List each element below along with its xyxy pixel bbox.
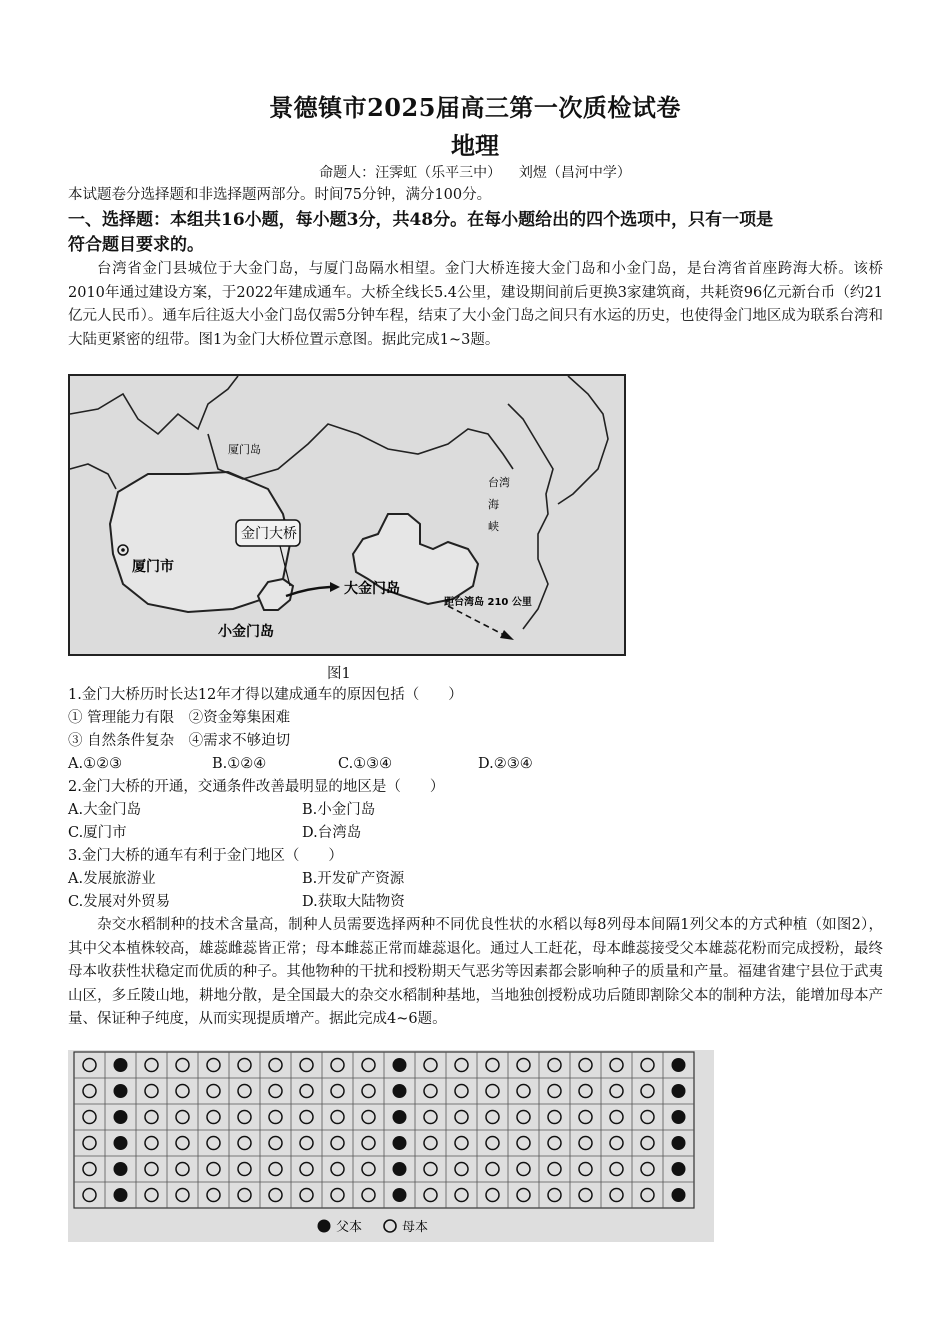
mother-plant-marker bbox=[238, 1111, 251, 1124]
mother-plant-marker bbox=[610, 1163, 623, 1176]
mother-plant-marker bbox=[331, 1085, 344, 1098]
mother-plant-marker bbox=[300, 1085, 313, 1098]
figure1-caption: 图1 bbox=[327, 666, 351, 682]
mother-plant-marker bbox=[548, 1111, 561, 1124]
mother-plant-marker bbox=[145, 1137, 158, 1150]
mother-plant-marker bbox=[207, 1189, 220, 1202]
q2-option-b: B.小金门岛 bbox=[302, 802, 376, 818]
label-xiamen-city: 厦门市 bbox=[132, 559, 174, 575]
mother-plant-marker bbox=[579, 1189, 592, 1202]
mother-plant-marker bbox=[486, 1085, 499, 1098]
mother-plant-marker bbox=[548, 1085, 561, 1098]
exam-intro: 本试题卷分选择题和非选择题两部分。时间75分钟，满分100分。 bbox=[68, 187, 492, 203]
kinmen-map-svg bbox=[68, 374, 626, 656]
mother-plant-marker bbox=[424, 1163, 437, 1176]
father-plant-marker bbox=[393, 1110, 407, 1124]
mother-plant-marker bbox=[486, 1059, 499, 1072]
father-plant-marker bbox=[672, 1084, 686, 1098]
father-plant-marker bbox=[393, 1058, 407, 1072]
mother-plant-marker bbox=[176, 1111, 189, 1124]
father-plant-marker bbox=[672, 1058, 686, 1072]
mother-plant-marker bbox=[145, 1163, 158, 1176]
label-strait-3: 峡 bbox=[488, 520, 499, 533]
mother-plant-marker bbox=[207, 1059, 220, 1072]
exam-title: 景德镇市2025届高三第一次质检试卷 bbox=[269, 93, 681, 122]
mother-plant-marker bbox=[517, 1111, 530, 1124]
q2-stem: 2.金门大桥的开通，交通条件改善最明显的地区是（ ） bbox=[68, 779, 445, 795]
mother-plant-marker bbox=[207, 1137, 220, 1150]
mother-plant-marker bbox=[455, 1059, 468, 1072]
mother-plant-marker bbox=[331, 1111, 344, 1124]
q3-option-d: D.获取大陆物资 bbox=[302, 894, 405, 910]
q1-option-b: B.①②④ bbox=[212, 756, 267, 772]
subject-title: 地理 bbox=[451, 131, 499, 160]
mother-plant-marker bbox=[424, 1189, 437, 1202]
mother-plant-marker bbox=[610, 1059, 623, 1072]
mother-plant-marker bbox=[176, 1059, 189, 1072]
mother-plant-marker bbox=[362, 1137, 375, 1150]
q1-option-c: C.①③④ bbox=[338, 756, 393, 772]
mother-plant-marker bbox=[610, 1189, 623, 1202]
mother-plant-marker bbox=[83, 1137, 96, 1150]
father-plant-marker bbox=[672, 1136, 686, 1150]
father-plant-marker bbox=[672, 1162, 686, 1176]
mother-plant-marker bbox=[641, 1189, 654, 1202]
mother-plant-marker bbox=[517, 1189, 530, 1202]
mother-plant-marker bbox=[610, 1085, 623, 1098]
q3-option-c: C.发展对外贸易 bbox=[68, 894, 171, 910]
label-small-kinmen: 小金门岛 bbox=[218, 624, 274, 640]
father-plant-marker bbox=[393, 1084, 407, 1098]
mother-plant-marker bbox=[238, 1059, 251, 1072]
mother-plant-marker bbox=[145, 1085, 158, 1098]
q2-option-a: A.大金门岛 bbox=[68, 802, 142, 818]
mother-plant-marker bbox=[486, 1189, 499, 1202]
mother-plant-marker bbox=[548, 1137, 561, 1150]
mother-plant-marker bbox=[207, 1163, 220, 1176]
q1-stem: 1.金门大桥历时长达12年才得以建成通车的原因包括（ ） bbox=[68, 687, 463, 703]
mother-plant-marker bbox=[641, 1059, 654, 1072]
section-heading-line1: 一、选择题：本组共16小题，每小题3分，共48分。在每小题给出的四个选项中，只有一项是 bbox=[68, 210, 774, 230]
label-strait-1: 台湾 bbox=[488, 476, 510, 489]
mother-plant-marker bbox=[455, 1085, 468, 1098]
father-plant-marker bbox=[114, 1058, 128, 1072]
mother-plant-marker bbox=[83, 1163, 96, 1176]
mother-plant-marker bbox=[455, 1163, 468, 1176]
mother-plant-marker bbox=[424, 1111, 437, 1124]
mother-plant-marker bbox=[83, 1059, 96, 1072]
mother-plant-marker bbox=[579, 1137, 592, 1150]
mother-plant-marker bbox=[331, 1059, 344, 1072]
label-big-kinmen: 大金门岛 bbox=[344, 581, 400, 597]
mother-plant-marker bbox=[362, 1059, 375, 1072]
mother-plant-marker bbox=[207, 1111, 220, 1124]
figure1-map bbox=[68, 374, 626, 656]
q3-option-a: A.发展旅游业 bbox=[68, 871, 156, 887]
label-distance: 距台湾岛 210 公里 bbox=[444, 597, 532, 608]
father-plant-marker bbox=[393, 1188, 407, 1202]
mother-plant-marker bbox=[455, 1111, 468, 1124]
mother-plant-marker bbox=[176, 1163, 189, 1176]
legend-father-icon bbox=[318, 1220, 331, 1233]
mother-plant-marker bbox=[238, 1085, 251, 1098]
legend-mother-icon bbox=[384, 1220, 396, 1232]
mother-plant-marker bbox=[269, 1189, 282, 1202]
mother-plant-marker bbox=[176, 1137, 189, 1150]
mother-plant-marker bbox=[300, 1189, 313, 1202]
mother-plant-marker bbox=[145, 1059, 158, 1072]
mother-plant-marker bbox=[331, 1137, 344, 1150]
mother-plant-marker bbox=[517, 1085, 530, 1098]
mother-plant-marker bbox=[641, 1137, 654, 1150]
legend-mother-label: 母本 bbox=[402, 1220, 429, 1235]
father-plant-marker bbox=[393, 1136, 407, 1150]
mother-plant-marker bbox=[486, 1137, 499, 1150]
mother-plant-marker bbox=[362, 1085, 375, 1098]
mother-plant-marker bbox=[83, 1085, 96, 1098]
legend-father-label: 父本 bbox=[336, 1220, 363, 1235]
figure2-planting-grid bbox=[68, 1050, 714, 1242]
mother-plant-marker bbox=[486, 1163, 499, 1176]
mother-plant-marker bbox=[579, 1059, 592, 1072]
father-plant-marker bbox=[114, 1136, 128, 1150]
mother-plant-marker bbox=[269, 1163, 282, 1176]
q1-option-a: A.①②③ bbox=[68, 756, 123, 772]
father-plant-marker bbox=[114, 1188, 128, 1202]
authors-line: 命题人：汪霁虹（乐平三中） 刘煜（昌河中学） bbox=[319, 165, 631, 181]
mother-plant-marker bbox=[269, 1111, 282, 1124]
mother-plant-marker bbox=[145, 1189, 158, 1202]
mother-plant-marker bbox=[300, 1059, 313, 1072]
father-plant-marker bbox=[114, 1162, 128, 1176]
mother-plant-marker bbox=[300, 1163, 313, 1176]
q3-stem: 3.金门大桥的通车有利于金门地区（ ） bbox=[68, 848, 343, 864]
mother-plant-marker bbox=[362, 1163, 375, 1176]
mother-plant-marker bbox=[424, 1059, 437, 1072]
mother-plant-marker bbox=[238, 1189, 251, 1202]
father-plant-marker bbox=[672, 1110, 686, 1124]
mother-plant-marker bbox=[641, 1085, 654, 1098]
q1-items-line2: ③ 自然条件复杂 ④需求不够迫切 bbox=[68, 733, 291, 749]
mother-plant-marker bbox=[424, 1137, 437, 1150]
mother-plant-marker bbox=[455, 1189, 468, 1202]
father-plant-marker bbox=[114, 1110, 128, 1124]
mother-plant-marker bbox=[176, 1085, 189, 1098]
passage-kinmen: 台湾省金门县城位于大金门岛，与厦门岛隔水相望。金门大桥连接大金门岛和小金门岛，是台湾省首座跨海大桥。该桥2010年通过建设方案，于2022年建成通车。大桥全线长5.4公里，建设期间前后更换3家建筑商，共耗资96亿元新台币（约21亿元人民币）。通车后往返大小金门岛仅需5分钟车程，结束了大小金门岛之间只有水运的历史，也使得金门地区成为联系台湾和大陆更紧密的纽带。图1为金门大桥位置示意图。据此完成1~3题。 bbox=[68, 261, 883, 348]
mother-plant-marker bbox=[579, 1111, 592, 1124]
mother-plant-marker bbox=[83, 1111, 96, 1124]
mother-plant-marker bbox=[300, 1137, 313, 1150]
section-heading-line2: 符合题目要求的。 bbox=[68, 235, 204, 255]
q1-option-d: D.②③④ bbox=[478, 756, 533, 772]
mother-plant-marker bbox=[517, 1163, 530, 1176]
father-plant-marker bbox=[672, 1188, 686, 1202]
mother-plant-marker bbox=[548, 1059, 561, 1072]
mother-plant-marker bbox=[269, 1137, 282, 1150]
mother-plant-marker bbox=[424, 1085, 437, 1098]
passage-hybrid-rice: 杂交水稻制种的技术含量高，制种人员需要选择两种不同优良性状的水稻以每8列母本间隔1列父本的方式种植（如图2），其中父本植株较高，雄蕊雌蕊皆正常；母本雌蕊正常而雄蕊退化。通过人工赶花，母本雌蕊接受父本雄蕊花粉而完成授粉，最终母本收获性状稳定而优质的种子。其他物种的干扰和授粉期天气恶劣等因素都会影响种子的质量和产量。福建省建宁县位于武夷山区，多丘陵山地，耕地分散，是全国最大的杂交水稻制种基地，当地独创授粉成功后随即割除父本的制种方法，能增加母本产量、保证种子纯度，从而实现提质增产。据此完成4~6题。 bbox=[68, 917, 883, 1027]
mother-plant-marker bbox=[238, 1163, 251, 1176]
label-bridge: 金门大桥 bbox=[241, 526, 297, 542]
label-xiamen-island: 厦门岛 bbox=[228, 443, 261, 456]
mother-plant-marker bbox=[610, 1111, 623, 1124]
mother-plant-marker bbox=[300, 1111, 313, 1124]
mother-plant-marker bbox=[207, 1085, 220, 1098]
q3-option-b: B.开发矿产资源 bbox=[302, 871, 405, 887]
q1-items-line1: ① 管理能力有限 ②资金筹集困难 bbox=[68, 710, 291, 726]
q2-option-d: D.台湾岛 bbox=[302, 825, 362, 841]
mother-plant-marker bbox=[83, 1189, 96, 1202]
mother-plant-marker bbox=[641, 1111, 654, 1124]
mother-plant-marker bbox=[455, 1137, 468, 1150]
father-plant-marker bbox=[393, 1162, 407, 1176]
mother-plant-marker bbox=[517, 1137, 530, 1150]
mother-plant-marker bbox=[548, 1189, 561, 1202]
mother-plant-marker bbox=[641, 1163, 654, 1176]
mother-plant-marker bbox=[269, 1085, 282, 1098]
mother-plant-marker bbox=[331, 1163, 344, 1176]
mother-plant-marker bbox=[176, 1189, 189, 1202]
planting-grid-svg bbox=[68, 1050, 714, 1242]
mother-plant-marker bbox=[331, 1189, 344, 1202]
mother-plant-marker bbox=[579, 1085, 592, 1098]
mother-plant-marker bbox=[579, 1163, 592, 1176]
mother-plant-marker bbox=[145, 1111, 158, 1124]
mother-plant-marker bbox=[362, 1189, 375, 1202]
mother-plant-marker bbox=[548, 1163, 561, 1176]
mother-plant-marker bbox=[362, 1111, 375, 1124]
q2-option-c: C.厦门市 bbox=[68, 825, 127, 841]
mother-plant-marker bbox=[269, 1059, 282, 1072]
mother-plant-marker bbox=[486, 1111, 499, 1124]
label-strait-2: 海 bbox=[488, 498, 499, 511]
mother-plant-marker bbox=[238, 1137, 251, 1150]
mother-plant-marker bbox=[517, 1059, 530, 1072]
father-plant-marker bbox=[114, 1084, 128, 1098]
mother-plant-marker bbox=[610, 1137, 623, 1150]
